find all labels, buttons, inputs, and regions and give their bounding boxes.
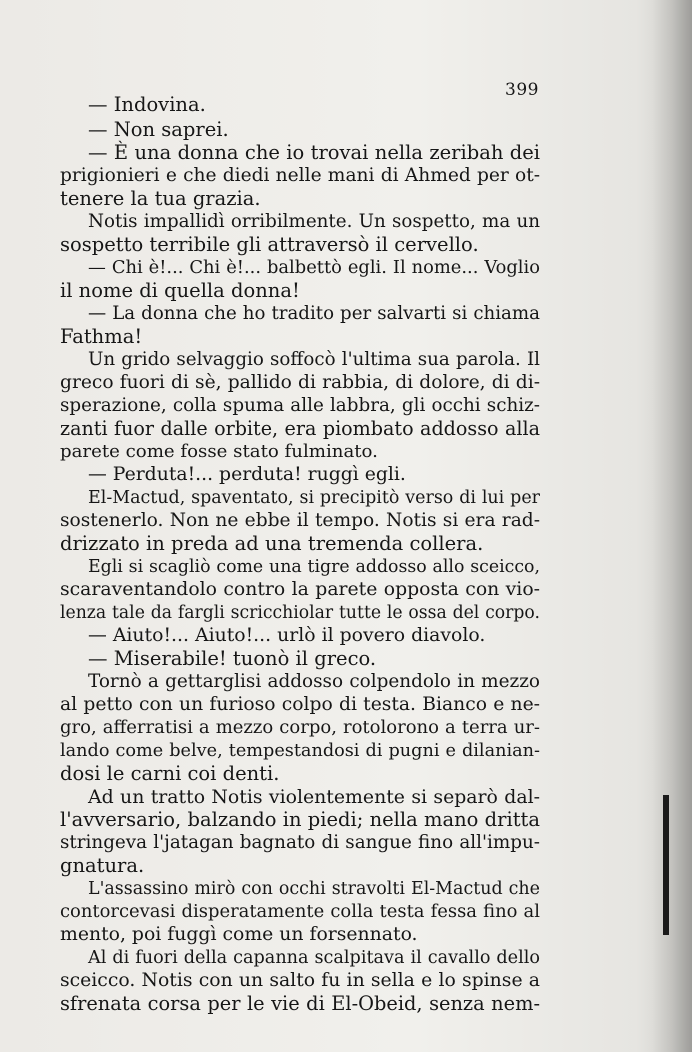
text-line: Notis impallidì orribilmente. Un sospetto, ma un [88,211,540,232]
text-line: — Indovina. [88,93,206,116]
text-line: — Miserabile! tuonò il greco. [88,647,377,670]
text-line: prigionieri e che diedi nelle mani di Ahmed per ot- [60,165,540,186]
text-line: — È una donna che io trovai nella zeribah dei [88,141,540,164]
text-line: Un grido selvaggio soffocò l'ultima sua parola. Il [88,349,540,370]
text-line: gnatura. [60,854,145,877]
text-line: — Aiuto!... Aiuto!... urlò il povero diavolo. [88,625,486,646]
text-line: drizzato in preda ad una tremenda collera. [60,532,484,555]
text-line: lando come belve, tempestandosi di pugni e dilanian- [60,741,540,761]
text-line: El-Mactud, spaventato, si precipitò verso di lui per [88,488,540,508]
text-line: lenza tale da fargli scricchiolar tutte le ossa del corpo. [60,603,540,623]
text-line: Tornò a gettarglisi addosso colpendolo in mezzo [88,671,540,692]
text-line: l'avversario, balzando in piedi; nella mano dritta [60,808,540,831]
text-line: Fathma! [60,325,143,348]
text-line: zanti fuor dalle orbite, era piombato addosso alla [60,417,540,440]
text-line: Al di fuori della capanna scalpitava il cavallo dello [88,948,540,968]
text-line: sostenerlo. Non ne ebbe il tempo. Notis si era rad- [60,510,540,531]
page-number: 399 [505,80,539,100]
text-line: — Chi è!... Chi è!... balbettò egli. Il nome... Voglio [88,257,540,278]
text-line: parete come fosse stato fulminato. [60,441,378,462]
text-line: sfrenata corsa per le vie di El-Obeid, senza nem- [60,992,540,1015]
text-line: scaraventandolo contro la parete opposta con vio- [60,579,540,600]
text-line: sperazione, colla spuma alle labbra, gli occhi schiz- [60,395,540,416]
text-line: sceicco. Notis con un salto fu in sella e lo spinse a [60,970,540,991]
text-line: dosi le carni coi denti. [60,762,280,785]
text-line: sospetto terribile gli attraversò il cervello. [60,233,479,256]
text-line: Egli si scagliò come una tigre addosso allo sceicco, [88,557,540,577]
text-line: — Perduta!... perduta! ruggì egli. [88,464,406,485]
page-edge-shadow [652,0,692,1052]
text-line: il nome di quella donna! [60,279,300,302]
text-line: contorcevasi disperatamente colla testa fessa fino al [60,901,540,922]
text-line: Ad un tratto Notis violentemente si separò dal- [88,786,540,808]
text-line: — La donna che ho tradito per salvarti si chiama [88,303,540,324]
text-line: gro, afferratisi a mezzo corpo, rotolorono a terra ur- [60,717,540,738]
text-line: — Non saprei. [88,118,229,141]
text-line: mento, poi fuggì come un forsennato. [60,924,418,945]
text-line: greco fuori di sè, pallido di rabbia, di dolore, di di- [60,372,540,393]
text-line: stringeva l'jatagan bagnato di sangue fino all'impu- [60,832,540,853]
text-line: al petto con un furioso colpo di testa. Bianco e ne- [60,694,540,715]
text-line: tenere la tua grazia. [60,187,261,210]
margin-mark [663,795,669,935]
text-line: L'assassino mirò con occhi stravolti El-Mactud che [88,879,540,899]
